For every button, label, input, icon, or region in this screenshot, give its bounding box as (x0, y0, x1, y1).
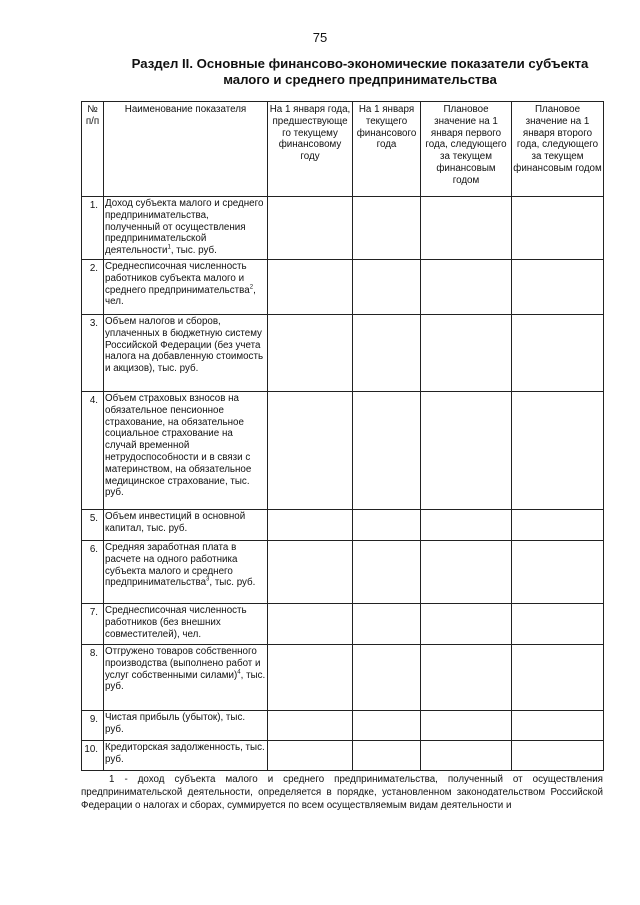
indicator-name-text: Отгружено товаров собственного производства (выполнено работ и услуг собственными силами) (105, 646, 261, 681)
value-current-year[interactable] (353, 741, 421, 771)
indicator-name-text: Чистая прибыль (убыток), тыс. руб. (105, 712, 246, 735)
indicator-name-text: Среднесписочная численность работников субъекта малого и среднего предпринимательства (105, 261, 250, 296)
table-body (82, 197, 604, 771)
value-plan-year-2[interactable] (512, 741, 604, 771)
indicator-name (104, 604, 268, 645)
table-row (82, 315, 604, 392)
indicator-unit-text: , тыс. руб. (209, 577, 256, 589)
indicator-name (104, 197, 268, 260)
footnote (81, 773, 603, 813)
row-number: 6. (82, 541, 104, 604)
value-plan-year-2[interactable] (512, 645, 604, 711)
row-number: 3. (82, 315, 104, 392)
row-number: 10. (82, 741, 104, 771)
indicator-name (104, 541, 268, 604)
table-row (82, 711, 604, 741)
value-plan-year-2[interactable] (512, 315, 604, 392)
value-prev-year[interactable] (268, 315, 353, 392)
indicator-unit-text: , чел. (105, 284, 256, 308)
table-row (82, 197, 604, 260)
value-plan-year-1[interactable] (421, 711, 512, 741)
row-number: 5. (82, 510, 104, 541)
value-current-year[interactable] (353, 197, 421, 260)
section-title-line-1: Раздел II. Основные финансово-экономические показатели субъекта (131, 56, 589, 71)
indicator-name (104, 711, 268, 741)
indicator-name-text: Доход субъекта малого и среднего предпринимательства, полученный от осуществления предпринимательской деятельности (105, 198, 264, 257)
indicator-name (104, 741, 268, 771)
indicator-name-text: Объем налогов и сборов, уплаченных в бюджетную систему Российской Федерации (без учета налога на добавленную стоимость и акцизов), тыс. руб. (105, 316, 264, 375)
table-header-row (82, 102, 604, 197)
value-prev-year[interactable] (268, 392, 353, 510)
indicator-name-text: Средняя заработная плата в расчете на одного работника субъекта малого и среднего предпринимательства (105, 542, 238, 589)
header-prev-year: На 1 января года, предшествующе го текущему финансовому году (268, 102, 353, 197)
indicator-name-text: Объем страховых взносов на обязательное пенсионное страхование, на обязательное социальное страхование на случай временной нетрудоспособности и в связи с материнством, на обязательное медицинское страхование, тыс. руб. (105, 393, 252, 499)
row-number: 1. (82, 197, 104, 260)
row-number: 7. (82, 604, 104, 645)
value-current-year[interactable] (353, 604, 421, 645)
value-plan-year-2[interactable] (512, 197, 604, 260)
value-current-year[interactable] (353, 392, 421, 510)
value-current-year[interactable] (353, 645, 421, 711)
indicator-name (104, 510, 268, 541)
row-number: 4. (82, 392, 104, 510)
value-prev-year[interactable] (268, 604, 353, 645)
value-prev-year[interactable] (268, 711, 353, 741)
footnote-reference: 3 (206, 577, 210, 584)
value-plan-year-1[interactable] (421, 604, 512, 645)
value-plan-year-1[interactable] (421, 645, 512, 711)
value-prev-year[interactable] (268, 541, 353, 604)
value-current-year[interactable] (353, 315, 421, 392)
indicator-name (104, 260, 268, 315)
row-number: 8. (82, 645, 104, 711)
value-current-year[interactable] (353, 510, 421, 541)
value-plan-year-2[interactable] (512, 392, 604, 510)
value-plan-year-2[interactable] (512, 711, 604, 741)
header-plan-year-1: Плановое значение на 1 января первого года, следующего за текущем финансовым годом (421, 102, 512, 197)
table-row (82, 510, 604, 541)
value-plan-year-1[interactable] (421, 392, 512, 510)
value-plan-year-2[interactable] (512, 541, 604, 604)
indicator-name-text: Кредиторская задолженность, тыс. руб. (105, 742, 265, 765)
table-row (82, 604, 604, 645)
value-plan-year-1[interactable] (421, 315, 512, 392)
indicator-unit-text: , тыс. руб. (170, 245, 217, 257)
table-row (82, 645, 604, 711)
value-plan-year-1[interactable] (421, 510, 512, 541)
table-row (82, 392, 604, 510)
row-number: 2. (82, 260, 104, 315)
row-number: 9. (82, 711, 104, 741)
value-prev-year[interactable] (268, 510, 353, 541)
value-prev-year[interactable] (268, 260, 353, 315)
indicator-name (104, 315, 268, 392)
header-indicator-name: Наименование показателя (104, 102, 268, 197)
indicator-name-text: Среднесписочная численность работников (без внешних совместителей), чел. (105, 605, 247, 640)
indicator-name (104, 392, 268, 510)
footnote-reference: 4 (237, 669, 241, 676)
value-plan-year-1[interactable] (421, 541, 512, 604)
footnote-reference: 2 (249, 284, 254, 291)
value-prev-year[interactable] (268, 197, 353, 260)
indicator-name (104, 645, 268, 711)
indicators-table (81, 101, 604, 771)
table-row (82, 541, 604, 604)
value-plan-year-2[interactable] (512, 510, 604, 541)
value-plan-year-1[interactable] (421, 197, 512, 260)
header-number: № п/п (82, 102, 104, 197)
value-plan-year-2[interactable] (512, 260, 604, 315)
value-plan-year-2[interactable] (512, 604, 604, 645)
footnote-text: 1 - доход субъекта малого и среднего предпринимательства, полученный от осуществления предпринимательской деятельности, определяется в порядке, установленном законодательством Российской Федерации о налогах и сборах, суммируется по всем осуществляемым видам деятельности и (81, 774, 603, 812)
value-plan-year-1[interactable] (421, 741, 512, 771)
value-prev-year[interactable] (268, 741, 353, 771)
indicator-unit-text: , тыс. руб. (105, 669, 266, 693)
value-prev-year[interactable] (268, 645, 353, 711)
section-title-line-2: малого и среднего предпринимательства (223, 71, 497, 87)
header-plan-year-2: Плановое значение на 1 января второго года, следующего за текущем финансовым годом (512, 102, 604, 197)
value-current-year[interactable] (353, 711, 421, 741)
footnote-reference: 1 (167, 244, 171, 251)
indicator-name-text: Объем инвестиций в основной капитал, тыс. руб. (105, 511, 246, 534)
header-current-year: На 1 января текущего финансового года (353, 102, 421, 197)
value-current-year[interactable] (353, 541, 421, 604)
page-number: 75 (312, 30, 328, 45)
table-row (82, 741, 604, 771)
value-current-year[interactable] (353, 260, 421, 315)
section-title (115, 56, 605, 87)
table-row (82, 260, 604, 315)
value-plan-year-1[interactable] (421, 260, 512, 315)
